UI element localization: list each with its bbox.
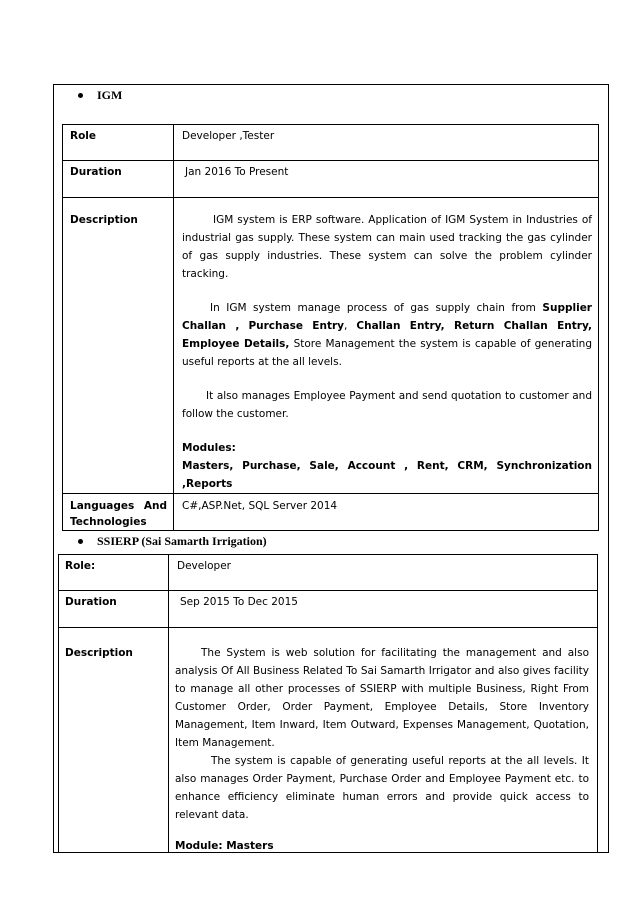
modules-list: Masters, Purchase, Sale, Account , Rent, CRM, Synchronization ,Reports [182,460,592,490]
description-label: Description [59,628,169,853]
duration-value: Jan 2016 To Present [174,161,599,198]
duration-value: Sep 2015 To Dec 2015 [169,591,598,628]
role-label: Role [63,125,174,161]
description-paragraph: IGM system is ERP software. Application of IGM System in Industries of industrial gas supply. These system can main used tracking the gas cylinder of gas supply industries. These system can solve the problem cylinder tracking. [182,214,592,280]
bullet-icon [78,93,83,98]
languages-label-part: Languages [70,500,135,512]
table-row [63,198,599,494]
duration-label: Duration [59,591,169,628]
description-text: Store Management the system is capable of generating useful reports at the all levels. [182,338,592,368]
table-row [63,125,599,161]
description-label: Description [63,198,174,494]
table-row [59,555,598,591]
project-heading-ssierp [78,534,267,549]
duration-label: Duration [63,161,174,198]
description-value [174,198,599,494]
separator-text: , [344,320,348,332]
module-name: Purchase Entry [248,320,344,332]
languages-label-part: And [143,500,167,512]
module-name: Supplier Challan , [182,302,592,332]
description-paragraph: It also manages Employee Payment and send quotation to customer and follow the customer. [182,390,592,420]
languages-label-part: Technologies [70,516,147,528]
module-name: Challan Entry, Return Challan Entry, Employee Details, [182,320,592,350]
bullet-icon [78,539,83,544]
table-row [59,591,598,628]
project-table-ssierp [58,554,598,853]
description-paragraph [182,299,592,371]
description-paragraph: The System is web solution for facilitating the management and also analysis Of All Business Related To Sai Samarth Irrigator and also gives facility to manage all other processes of SSIERP with multiple Business, Right From Customer Order, Order Payment, Employee Details, Store Inventory Management, Item Inward, Item Outward, Expenses Management, Quotation, Item Management. [175,647,589,749]
role-label: Role: [59,555,169,591]
project-title: IGM [97,88,123,102]
description-paragraph: The system is capable of generating useful reports at the all levels. It also manages Order Payment, Purchase Order and Employee Payment etc. to enhance efficiency eliminate human errors and provide quick access to relevant data. [175,755,589,821]
table-row [59,628,598,853]
module-label: Module: Masters [175,840,274,852]
description-text: In IGM system manage process of gas supply chain from [210,302,536,314]
table-row [63,161,599,198]
role-value: Developer [169,555,598,591]
table-row [63,494,599,531]
project-table-igm [62,124,599,531]
modules-label: Modules: [182,442,236,454]
description-value [169,628,598,853]
technologies-value: C#,ASP.Net, SQL Server 2014 [174,494,599,531]
project-title: SSIERP (Sai Samarth Irrigation) [97,534,267,548]
role-value: Developer ,Tester [174,125,599,161]
project-heading-igm [78,88,122,103]
languages-label [63,494,174,531]
